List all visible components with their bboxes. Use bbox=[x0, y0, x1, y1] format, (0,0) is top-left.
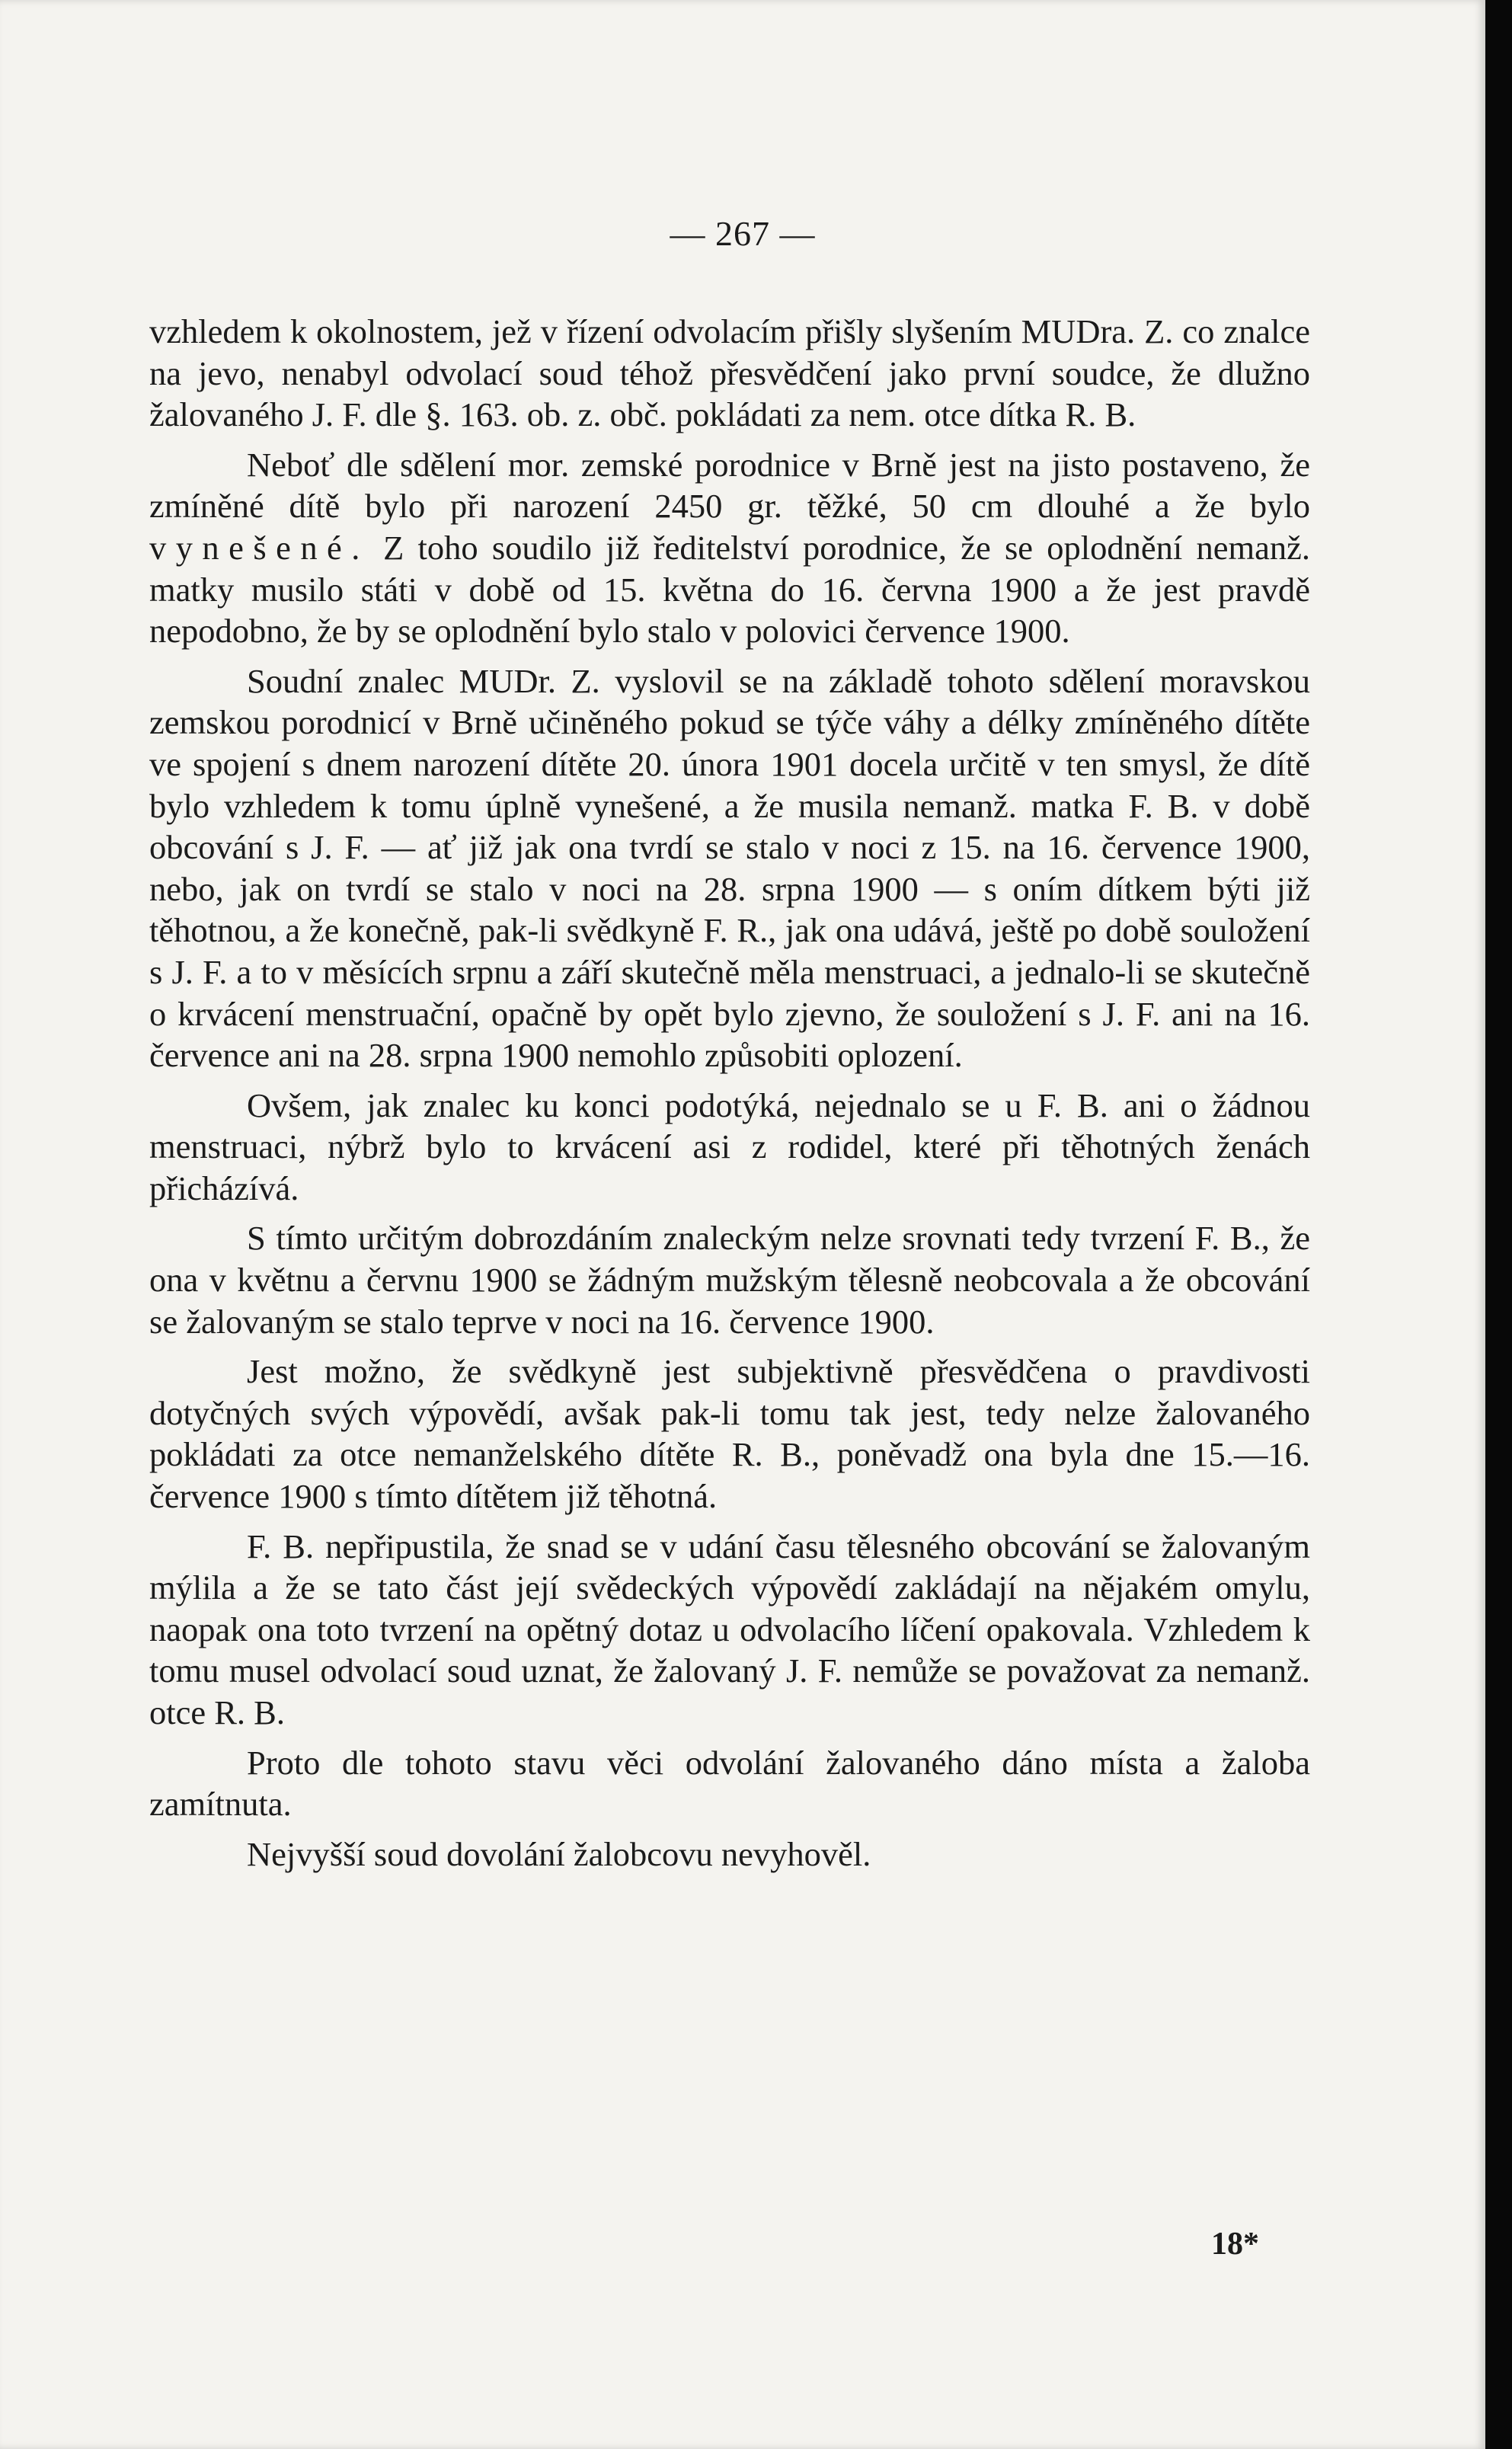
scan-border bbox=[1485, 0, 1512, 2449]
paragraph-2 bbox=[149, 444, 1310, 652]
paragraph-4: Ovšem, jak znalec ku konci podotýká, nejednalo se u F. B. ani o žádnou menstruaci, nýbrž bylo to krvácení asi z rodidel, které při těhotných ženách přicházívá. bbox=[149, 1085, 1310, 1207]
signature-mark: 18* bbox=[1211, 2227, 1259, 2262]
paragraph-6: Jest možno, že svědkyně jest subjektivně přesvědčena o pravdivosti dotyčných svých výpovědí, avšak pak-li tomu tak jest, tedy nelze žalovaného pokládati za otce nemanželského dítěte R. B., poněvadž ona byla dne 15.—16. července 1900 s tímto dítětem již těhotná. bbox=[149, 1352, 1310, 1516]
paragraph-3: Soudní znalec MUDr. Z. vyslovil se na základě tohoto sdělení moravskou zemskou porodnicí v Brně učiněného pokud se týče váhy a délky zmíněného dítěte ve spojení s dnem narození dítěte 20. února 1901 docela určitě v ten smysl, že dítě bylo vzhledem k tomu úplně vynešené, a že musila nemanž. matka F. B. v době obcování s J. F. — ať již jak ona tvrdí se stalo v noci z 15. na 16. července 1900, nebo, jak on tvrdí se stalo v noci na 28. srpna 1900 — s oním dítkem býti již těhotnou, a že konečně, pak-li svědkyně F. R., jak ona udává, ještě po době souložení s J. F. a to v měsících srpnu a září skutečně měla menstruaci, a jednalo-li se skutečně o krvácení menstruační, opačně by opět bylo zjevno, že souložení s J. F. ani na 16. července ani na 28. srpna 1900 nemohlo způsobiti oplození. bbox=[149, 661, 1310, 1075]
paragraph-7: F. B. nepřipustila, že snad se v udání času tělesného obcování se žalovaným mýlila a že se tato část její svědeckých výpovědí zakládají na nějakém omylu, naopak ona toto tvrzení na opětný dotaz u odvolacího líčení opakovala. Vzhledem k tomu musel odvolací soud uznat, že žalovaný J. F. nemůže se považovat za nemanž. otce R. B. bbox=[149, 1527, 1310, 1731]
paragraph-9: Nejvyšší soud dovolání žalobcovu nevyhověl. bbox=[247, 1834, 871, 1873]
paragraph-1: vzhledem k okolnostem, jež v řízení odvolacím přišly slyšením MUDra. Z. co znalce na jevo, nenabyl odvolací soud téhož přesvědčení jako první soudce, že dlužno žalovaného J. F. dle §. 163. ob. z. obč. pokládati za nem. otce dítka R. B. bbox=[149, 312, 1310, 434]
paragraph-8: Proto dle tohoto stavu věci odvolání žalovaného dáno místa a žaloba zamítnuta. bbox=[149, 1743, 1310, 1824]
paragraph-2-part-2: Z toho soudilo již ředitelství porodnice, že se oplodnění nemanž. matky musilo státi v době od 15. května do 16. června 1900 a že jest pravdě nepodobno, že by se oplodnění bylo stalo v polovici července 1900. bbox=[149, 528, 1310, 651]
paragraph-2-spaced-word: vynešené. bbox=[149, 528, 369, 567]
paragraph-5: S tímto určitým dobrozdáním znaleckým nelze srovnati tedy tvrzení F. B., že ona v květnu a červnu 1900 se žádným mužským tělesně neobcovala a že obcování se žalovaným se stalo teprve v noci na 16. července 1900. bbox=[149, 1219, 1310, 1341]
body-text bbox=[149, 311, 1310, 1883]
page-number: — 267 — bbox=[670, 214, 816, 253]
paragraph-2-part-1: Neboť dle sdělení mor. zemské porodnice v Brně jest na jisto postaveno, že zmíněné dítě bylo při narození 2450 gr. těžké, 50 cm dlouhé a že bylo bbox=[149, 445, 1310, 526]
